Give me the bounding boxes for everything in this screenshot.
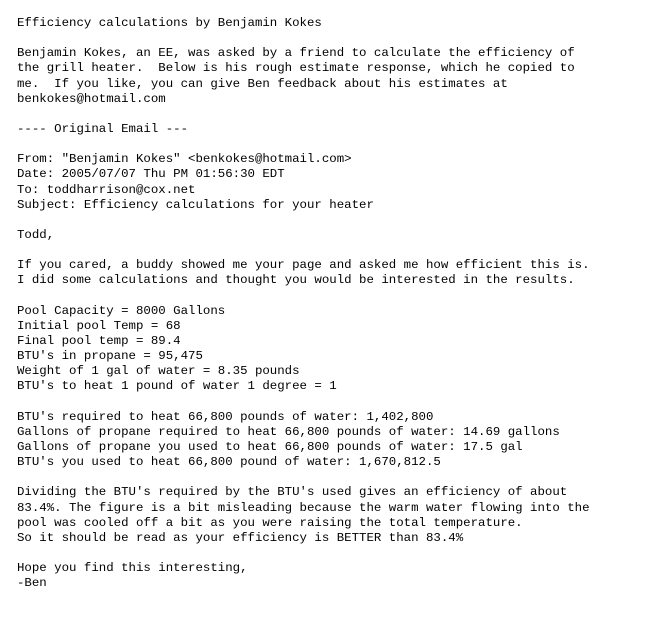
result-item: BTU's required to heat 66,800 pounds of water: 1,402,800 — [17, 409, 434, 424]
spacer — [17, 470, 664, 485]
email-greeting: Todd, — [17, 227, 55, 242]
spacer — [17, 107, 664, 122]
opening-line: If you cared, a buddy showed me your page and asked me how efficient this is. — [17, 258, 590, 273]
email-subject: Subject: Efficiency calculations for your heater — [17, 197, 374, 212]
spacer — [17, 137, 664, 152]
spacer — [17, 289, 664, 304]
result-item: Gallons of propane required to heat 66,800 pounds of water: 14.69 gallons — [17, 424, 560, 439]
conclusion-line: pool was cooled off a bit as you were raising the total temperature. — [17, 515, 523, 530]
given-item: Final pool temp = 89.4 — [17, 333, 181, 348]
email-headers — [17, 152, 664, 213]
intro-line: me. If you like, you can give Ben feedback about his estimates at — [17, 76, 508, 91]
signature: -Ben — [17, 576, 47, 591]
givens-list — [17, 304, 664, 395]
email-from: From: "Benjamin Kokes" <benkokes@hotmail.com> — [17, 152, 352, 167]
given-item: Pool Capacity = 8000 Gallons — [17, 303, 226, 318]
spacer — [17, 395, 664, 410]
conclusion-line: Dividing the BTU's required by the BTU's used gives an efficiency of about — [17, 485, 568, 500]
intro-line: the grill heater. Below is his rough estimate response, which he copied to — [17, 61, 575, 76]
spacer — [17, 546, 664, 561]
result-item: Gallons of propane you used to heat 66,800 pounds of water: 17.5 gal — [17, 439, 523, 454]
given-item: BTU's to heat 1 pound of water 1 degree = 1 — [17, 379, 337, 394]
email-to: To: toddharrison@cox.net — [17, 182, 196, 197]
opening-line: I did some calculations and thought you would be interested in the results. — [17, 273, 575, 288]
intro-paragraph — [17, 46, 664, 107]
conclusion-line: So it should be read as your efficiency is BETTER than 83.4% — [17, 530, 464, 545]
results-list — [17, 410, 664, 471]
opening-paragraph — [17, 258, 664, 288]
result-item: BTU's you used to heat 66,800 pound of water: 1,670,812.5 — [17, 455, 441, 470]
conclusion-paragraph — [17, 485, 664, 546]
document-title: Efficiency calculations by Benjamin Kokes — [17, 16, 322, 30]
spacer — [17, 243, 664, 258]
given-item: BTU's in propane = 95,475 — [17, 349, 203, 364]
given-item: Initial pool Temp = 68 — [17, 318, 181, 333]
spacer — [17, 213, 664, 228]
given-item: Weight of 1 gal of water = 8.35 pounds — [17, 364, 300, 379]
email-date: Date: 2005/07/07 Thu PM 01:56:30 EDT — [17, 167, 285, 182]
conclusion-line: 83.4%. The figure is a bit misleading because the warm water flowing into the — [17, 500, 590, 515]
original-email-separator: ---- Original Email --- — [17, 121, 189, 136]
spacer — [17, 31, 664, 46]
intro-email-address: benkokes@hotmail.com — [17, 91, 166, 106]
closing-line: Hope you find this interesting, — [17, 561, 248, 576]
intro-line: Benjamin Kokes, an EE, was asked by a friend to calculate the efficiency of — [17, 46, 575, 61]
